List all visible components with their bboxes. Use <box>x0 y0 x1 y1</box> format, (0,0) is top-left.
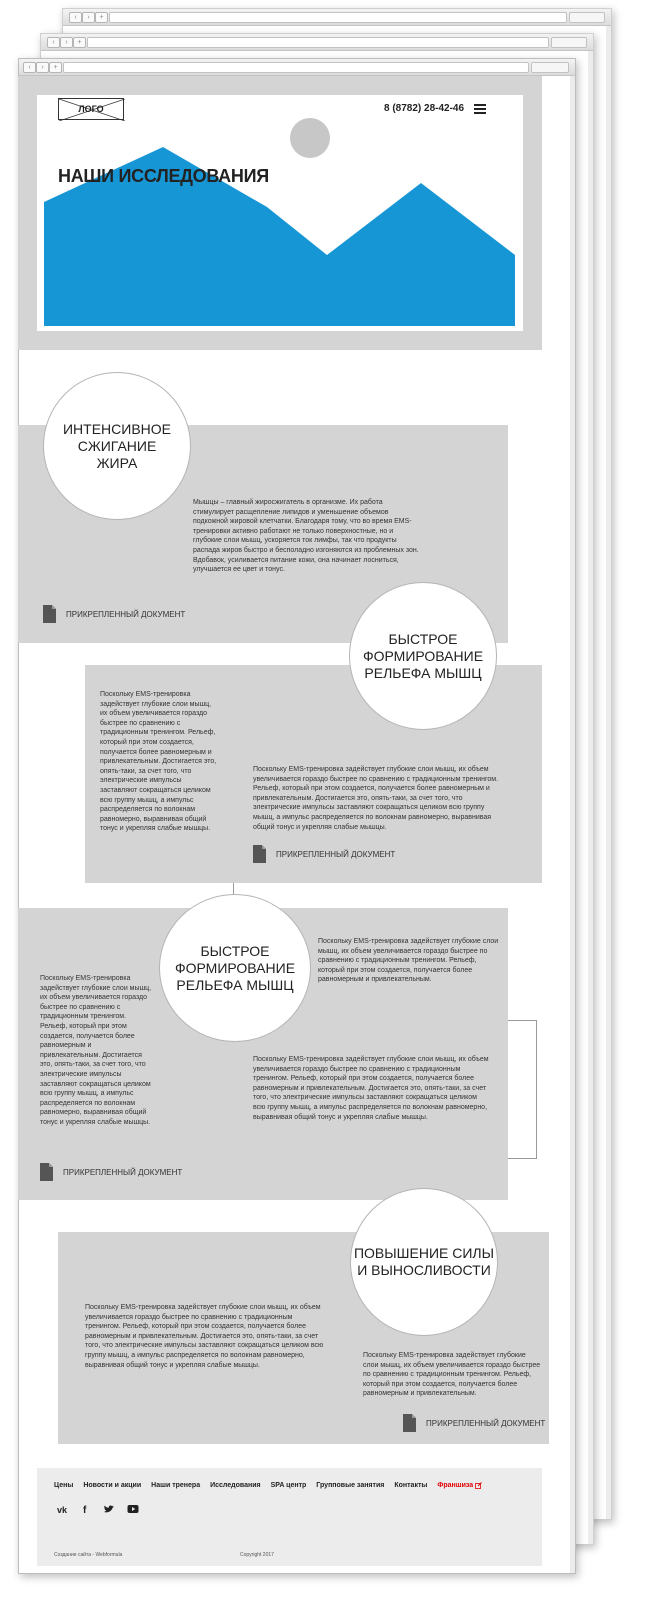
section-text-left: Поскольку EMS-тренировка задействует глубокие слои мышц, их объем увеличивается гораздо быстрее по сравнению с традиционным тренингом. Рельеф, который при этом создается, получается более равномерным и привлекательным. Достигается это, опять-таки, за счет того, что электрические импульсы заставляют сокращаться целиком всю группу мышц, а импульс распределяется по волокнам равномерно, выравнивая общий тонус и укрепляя слабые мышцы. <box>40 975 152 1126</box>
copyright: Copyright 2017 <box>240 1552 274 1558</box>
franchise-link[interactable] <box>437 1482 482 1489</box>
document-icon <box>43 605 56 623</box>
external-link-icon <box>475 1482 482 1489</box>
section-title-circle <box>349 582 497 730</box>
footer-link[interactable]: Исследования <box>210 1482 261 1489</box>
section-text-right: Поскольку EMS-тренировка задействует глубокие слои мышц, их объем увеличивается гораздо быстрее по сравнению с традиционным тренингом. Рельеф, который при этом создается, получается более равномерным и привлекательным. Достигается это, опять-таки, за счет того, что электрические импульсы заставляют сокращаться целиком всю группу мышц, а импульс распределяется по волокнам равномерно, выравнивая общий тонус и укрепляя слабые мышцы. <box>253 1056 489 1121</box>
search-box[interactable] <box>569 12 605 23</box>
attached-document-link[interactable] <box>253 845 395 863</box>
logo-placeholder[interactable] <box>58 98 124 120</box>
twitter-icon[interactable] <box>103 1503 115 1515</box>
section-text-right: Поскольку EMS-тренировка задействует глубокие слои мышц, их объем увеличивается гораздо быстрее по сравнению с традиционным тренингом. Рельеф, который при этом создается, получается более равномерным и привлекательным. Достигается это, опять-таки, за счет того, что электрические импульсы заставляют сокращаться целиком всю группу мышц, а импульс распределяется по волокнам равномерно, выравнивая общий тонус и укрепляя слабые мышцы. <box>253 766 499 831</box>
youtube-icon[interactable] <box>127 1503 139 1515</box>
facebook-icon[interactable] <box>80 1503 92 1515</box>
vk-icon[interactable] <box>57 1503 69 1515</box>
scrollbar[interactable] <box>570 76 575 1573</box>
mountains-illustration <box>37 95 523 331</box>
attached-document-link[interactable] <box>43 605 185 623</box>
address-bar[interactable] <box>63 62 529 73</box>
back-icon[interactable]: ‹ <box>23 62 36 73</box>
svg-text:f: f <box>83 1505 87 1515</box>
attached-document-link[interactable] <box>40 1163 182 1181</box>
franchise-label: Франшиза <box>437 1482 474 1489</box>
document-label: ПРИКРЕПЛЕННЫЙ ДОКУМЕНТ <box>63 1167 183 1177</box>
search-box[interactable] <box>531 62 569 73</box>
section-title: ПОВЫШЕНИЕ СИЛЫ И ВЫНОСЛИВОСТИ <box>353 1245 494 1278</box>
hero-canvas <box>37 95 523 331</box>
forward-icon[interactable]: › <box>36 62 49 73</box>
address-bar[interactable] <box>87 37 549 48</box>
section-title-circle <box>350 1188 498 1336</box>
hamburger-icon[interactable] <box>474 104 486 114</box>
section-title-circle <box>159 894 311 1042</box>
document-icon <box>403 1414 416 1432</box>
logo-label: ЛОГО <box>78 104 104 114</box>
sun-shape <box>290 118 330 158</box>
footer-link[interactable]: Групповые занятия <box>316 1482 385 1489</box>
browser-toolbar <box>41 34 593 51</box>
section-title: БЫСТРОЕ ФОРМИРОВАНИЕ РЕЛЬЕФА МЫШЦ <box>362 630 484 681</box>
scrollbar[interactable] <box>606 26 611 1519</box>
svg-text:vk: vk <box>57 1505 68 1515</box>
reload-icon[interactable]: + <box>95 12 108 23</box>
phone-number[interactable]: 8 (8782) 28-42-46 <box>384 103 465 114</box>
section-text-top: Поскольку EMS-тренировка задействует глубокие слои мышц, их объем увеличивается гораздо быстрее по сравнению с традиционным тренингом. Рельеф, который при этом создается, получается более равномерным и привлекательным. <box>318 938 499 984</box>
address-bar[interactable] <box>109 12 567 23</box>
document-label: ПРИКРЕПЛЕННЫЙ ДОКУМЕНТ <box>276 849 396 859</box>
section-text-left: Поскольку EMS-тренировка задействует глубокие слои мышц, их объем увеличивается гораздо быстрее по сравнению с традиционным тренингом. Рельеф, который при этом создается, получается более равномерным и привлекательным. Достигается это, опять-таки, за счет того, что электрические импульсы заставляют сокращаться целиком всю группу мышц, а импульс распределяется по волокнам равномерно, выравнивая общий тонус и укрепляя слабые мышцы. <box>100 691 217 833</box>
footer-link[interactable]: SPA центр <box>270 1482 307 1489</box>
back-icon[interactable]: ‹ <box>47 37 60 48</box>
section-title: ИНТЕНСИВНОЕ СЖИГАНИЕ ЖИРА <box>62 420 172 471</box>
document-icon <box>253 845 266 863</box>
forward-icon[interactable]: › <box>82 12 95 23</box>
reload-icon[interactable]: + <box>73 37 86 48</box>
section-title-circle <box>43 372 191 520</box>
footer-link[interactable]: Цены <box>54 1482 74 1489</box>
footer-link[interactable]: Контакты <box>394 1482 428 1489</box>
scrollbar[interactable] <box>588 51 593 1544</box>
footer-link[interactable]: Наши тренера <box>151 1482 201 1489</box>
search-box[interactable] <box>551 37 587 48</box>
browser-toolbar <box>63 9 611 26</box>
site-credit[interactable]: Создание сайта - Webformula <box>54 1552 123 1558</box>
forward-icon[interactable]: › <box>60 37 73 48</box>
back-icon[interactable]: ‹ <box>69 12 82 23</box>
document-label: ПРИКРЕПЛЕННЫЙ ДОКУМЕНТ <box>426 1418 546 1428</box>
attached-document-link[interactable] <box>403 1414 545 1432</box>
section-title: БЫСТРОЕ ФОРМИРОВАНИЕ РЕЛЬЕФА МЫШЦ <box>174 942 296 993</box>
footer-nav <box>54 1482 482 1489</box>
section-text: Мышцы – главный жиросжигатель в организме. Их работа стимулирует расщепление липидов и уменьшение объемов подкожной жировой клетчатки. Благодаря тому, что во время EMS-тренировки активно работают не только поверхностные, но и глубокие слои мышц, ускоряется ток лимфы, так что продукты распада жиров быстро и бесполадно изгоняются из проблемных зон. Вдобавок, усиливается питание кожи, она начинает лосниться, улучшается ее цвет и тонус. <box>193 499 419 574</box>
connector-line <box>536 1020 537 1158</box>
section-text-right: Поскольку EMS-тренировка задействует глубокие слои мышц, их объем увеличивается гораздо быстрее по сравнению с традиционным тренингом. Рельеф, который при этом создается, получается более равномерным и привлекательным. <box>363 1352 541 1398</box>
page-title: НАШИ ИССЛЕДОВАНИЯ <box>58 166 269 186</box>
reload-icon[interactable]: + <box>49 62 62 73</box>
footer-link[interactable]: Новости и акции <box>83 1482 142 1489</box>
browser-toolbar <box>19 59 575 76</box>
footer <box>37 1468 542 1566</box>
document-label: ПРИКРЕПЛЕННЫЙ ДОКУМЕНТ <box>66 609 186 619</box>
document-icon <box>40 1163 53 1181</box>
section-text-left: Поскольку EMS-тренировка задействует глубокие слои мышц, их объем увеличивается гораздо быстрее по сравнению с традиционным тренингом. Рельеф, который при этом создается, получается более равномерным и привлекательным. Достигается это, опять-таки, за счет того, что электрические импульсы заставляют сокращаться целиком всю группу мышц, а импульс распределяется по волокнам равномерно, выравнивая общий тонус и укрепляя слабые мышцы. <box>85 1304 324 1369</box>
